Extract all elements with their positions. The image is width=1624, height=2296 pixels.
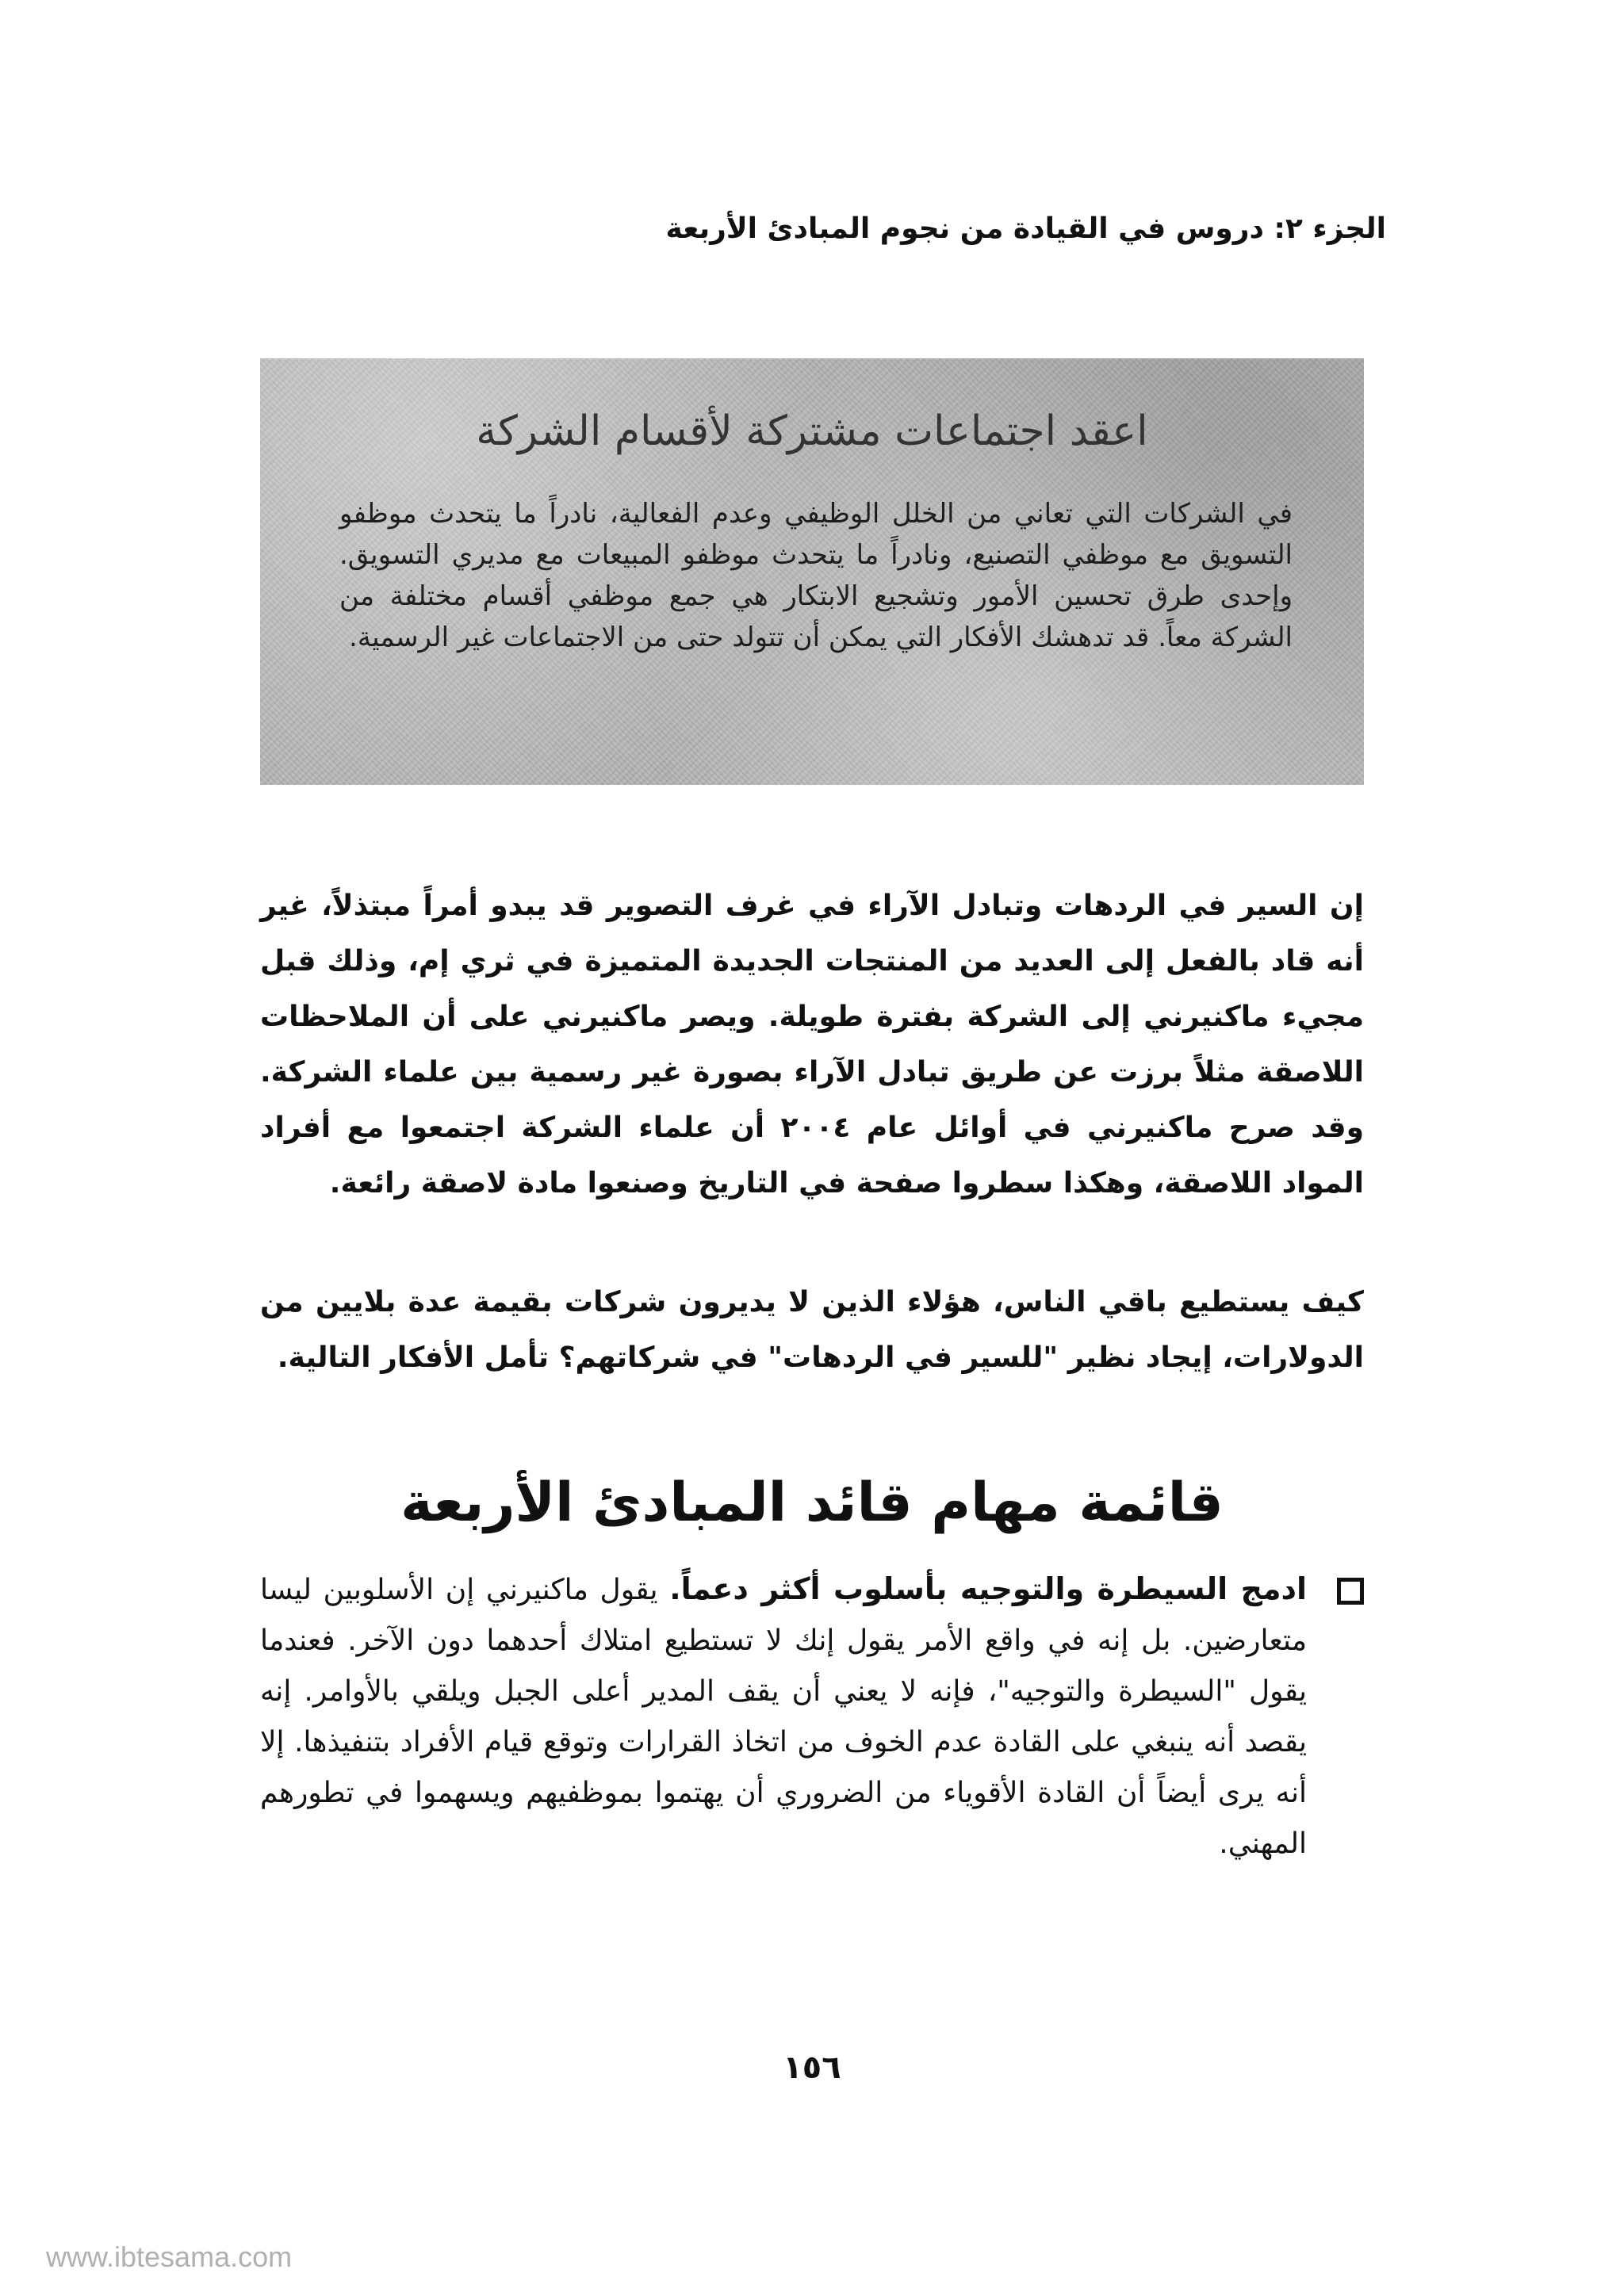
body-paragraph-1: إن السير في الردهات وتبادل الآراء في غرف التصوير قد يبدو أمراً مبتذلاً، غير أنه قاد بالفعل إلى العديد من المنتجات الجديدة المتميزة في ثري إم، وذلك قبل مجيء ماكنيرني إلى الشركة بفترة طويلة. ويصر ماكنيرني على أن الملاحظات اللاصقة مثلاً برزت عن طريق تبادل الآراء بصورة غير رسمية بين علماء الشركة. وقد صرح ماكنيرني في أوائل عام ٢٠٠٤ أن علماء الشركة اجتمعوا مع أفراد المواد اللاصقة، وهكذا سطروا صفحة في التاريخ وصنعوا مادة لاصقة رائعة. — [260, 890, 1365, 1200]
sidebar-box — [260, 358, 1364, 785]
checklist-body: يقول ماكنيرني إن الأسلوبين ليسا متعارضين. بل إنه في واقع الأمر يقول إنك لا تستطيع امتلاك أحدهما دون الآخر. فعندما يقول "السيطرة والتوجيه"، فإنه لا يعني أن يقف المدير أعلى الجبل ويلقي بالأوامر. إنه يقصد أنه ينبغي على القادة عدم الخوف من اتخاذ القرارات وتوقع قيام الأفراد بتنفيذها. إلا أنه يرى أيضاً أن القادة الأقوياء من الضروري أن يهتموا بموظفيهم ويسهموا في تطورهم المهني. — [260, 1574, 1307, 1860]
checklist-item — [260, 1563, 1364, 1869]
watermark: www.ibtesama.com — [46, 2241, 293, 2273]
page-number: ١٥٦ — [783, 2049, 841, 2086]
checkbox-icon — [1337, 1578, 1364, 1605]
sidebar-title: اعقد اجتماعات مشتركة لأقسام الشركة — [476, 408, 1148, 455]
checklist-text — [260, 1563, 1307, 1869]
sidebar-body-text: في الشركات التي تعاني من الخلل الوظيفي وعدم الفعالية، نادراً ما يتحدث موظفو التسويق مع موظفي التصنيع، ونادراً ما يتحدث موظفو المبيعات مع مديري التسويق. وإحدى طرق تحسين الأمور وتشجيع الابتكار هي جمع موظفي أقسام مختلفة من الشركة معاً. قد تدهشك الأفكار التي يمكن أن تتولد حتى من الاجتماعات غير الرسمية. — [339, 498, 1293, 653]
section-heading: قائمة مهام قائد المبادئ الأربعة — [400, 1471, 1224, 1534]
checklist-lead: ادمج السيطرة والتوجيه بأسلوب أكثر دعماً. — [669, 1571, 1308, 1606]
running-header: الجزء ٢: دروس في القيادة من نجوم المبادئ الأربعة — [665, 212, 1386, 245]
body-paragraph-2: كيف يستطيع باقي الناس، هؤلاء الذين لا يديرون شركات بقيمة عدة بلايين من الدولارات، إيجاد نظير "للسير في الردهات" في شركاتهم؟ تأمل الأفكار التالية. — [260, 1286, 1364, 1374]
